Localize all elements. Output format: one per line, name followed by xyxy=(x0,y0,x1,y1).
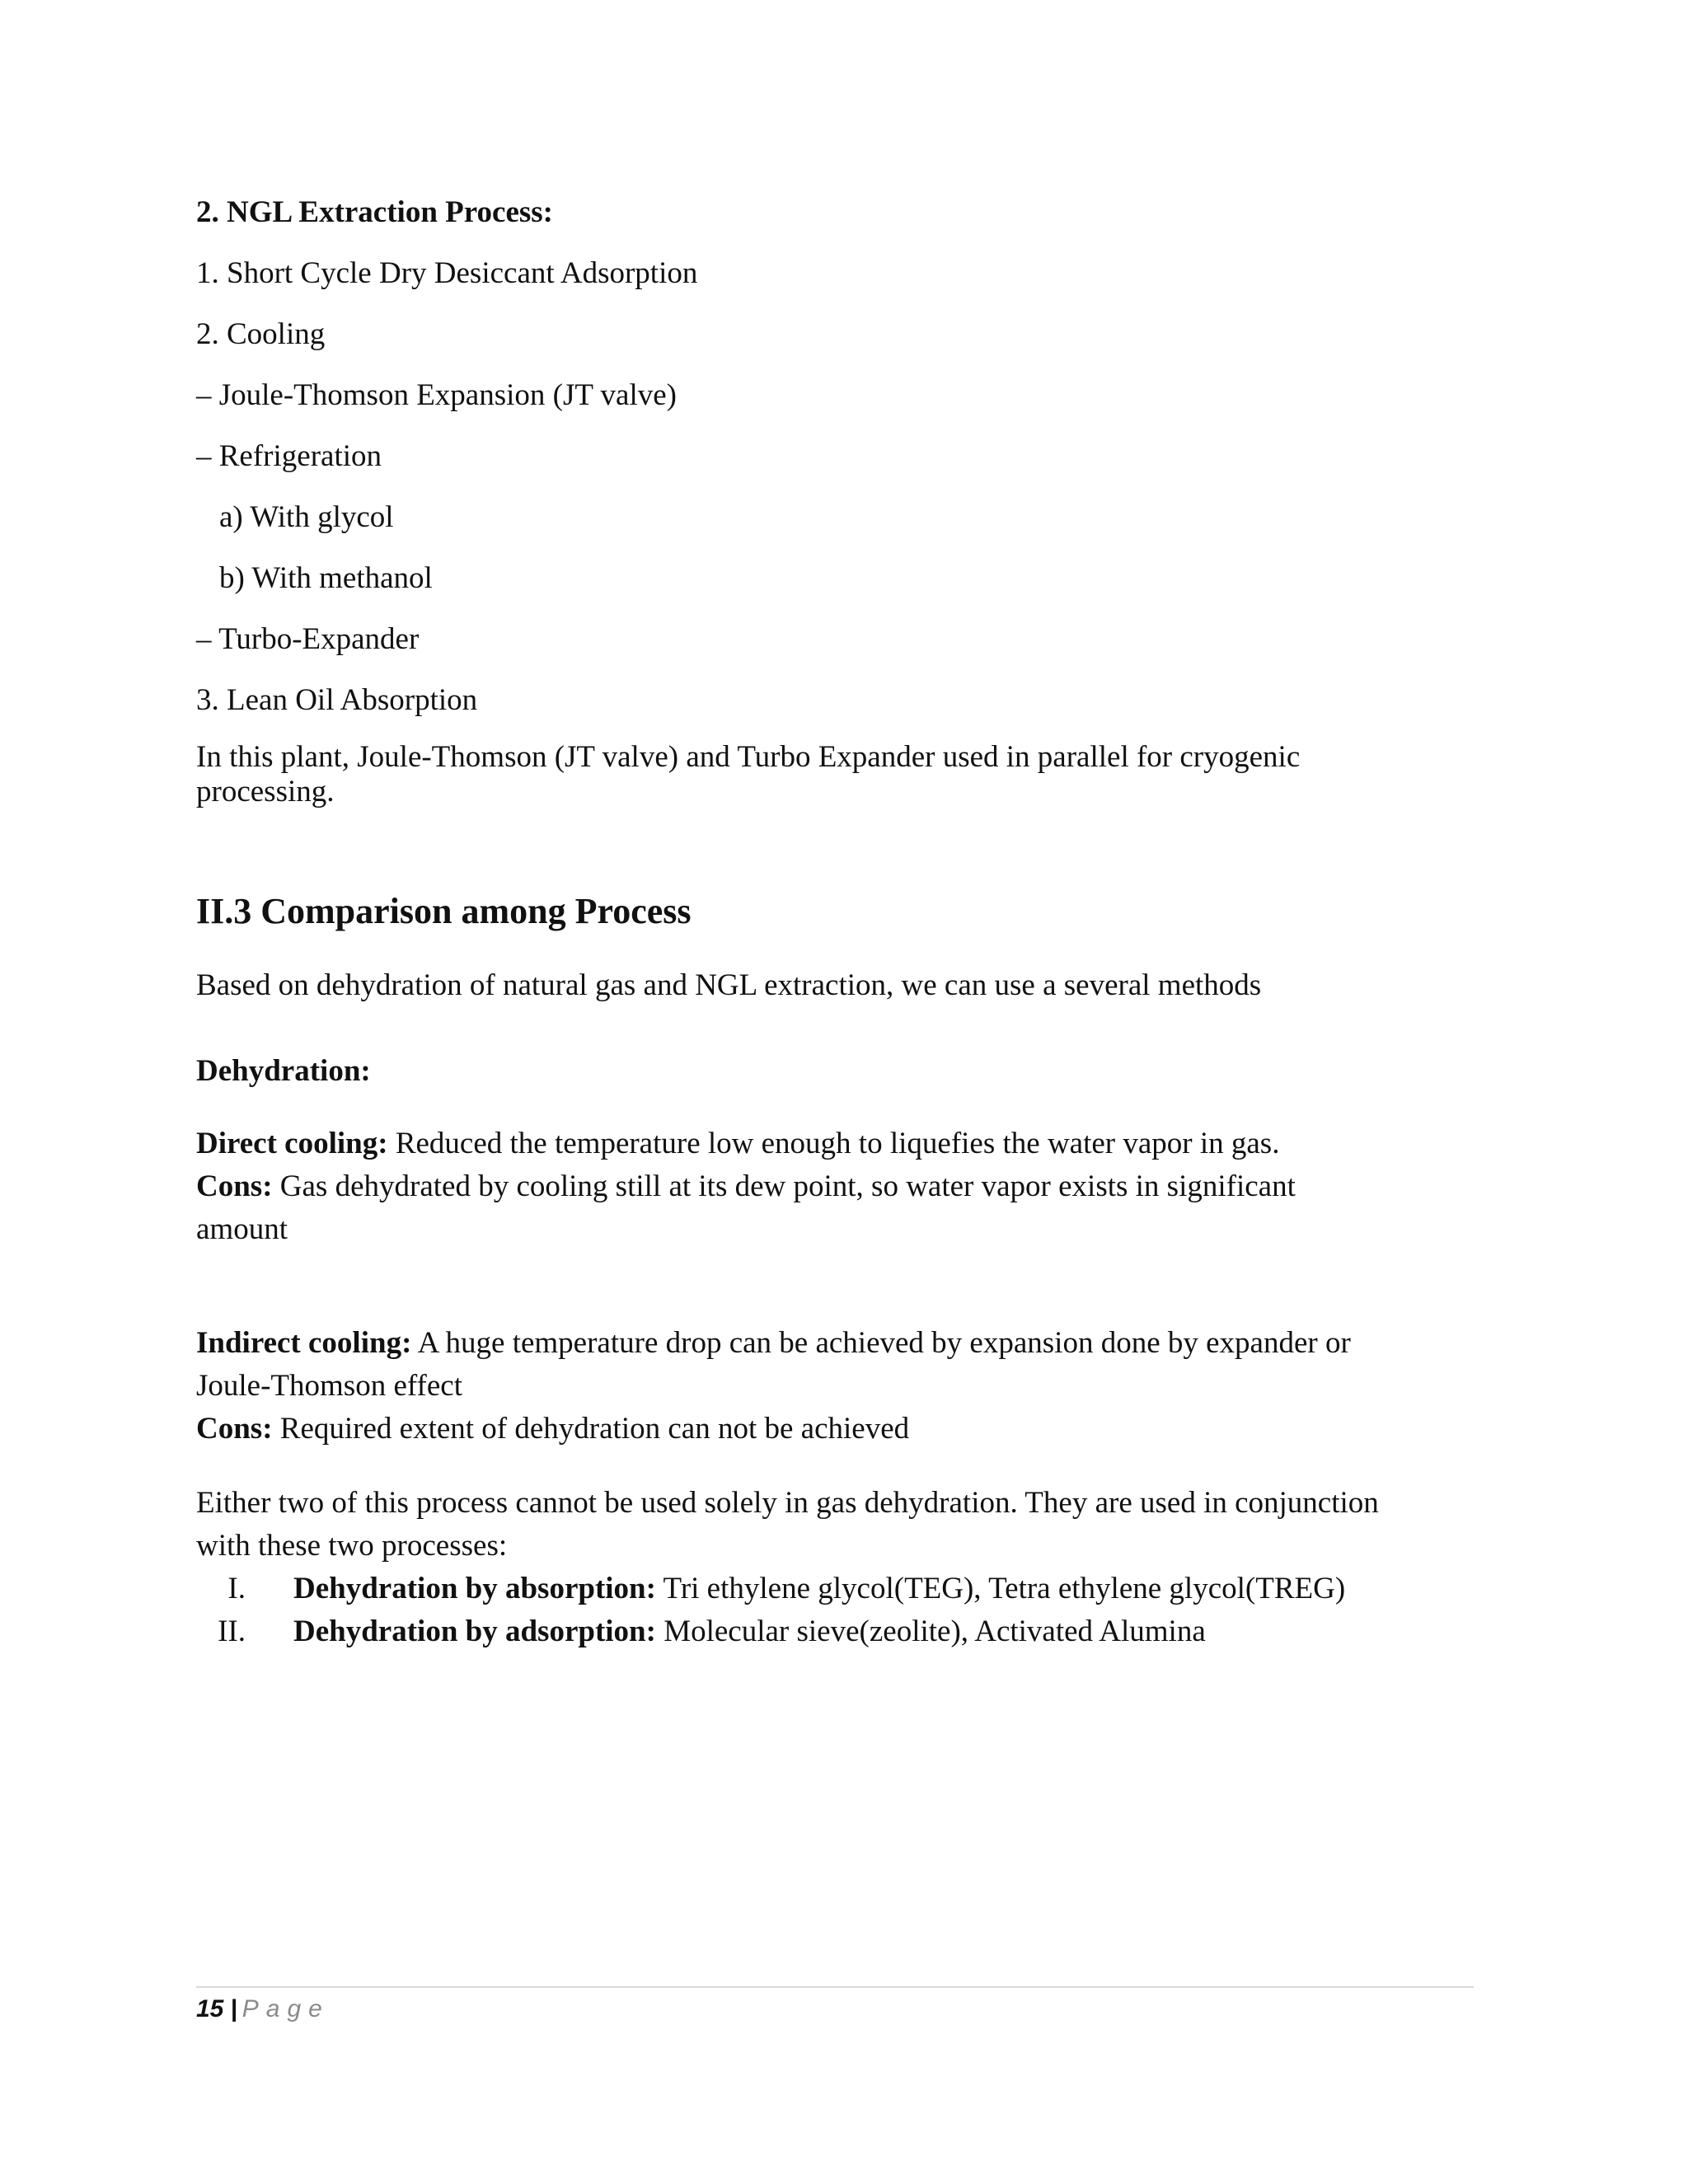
section-title: II.3 Comparison among Process xyxy=(196,891,692,931)
indirect-cooling-line xyxy=(196,1322,1351,1365)
list-item: 1. Short Cycle Dry Desiccant Adsorption xyxy=(196,256,698,290)
conclusion-line: with these two processes: xyxy=(196,1529,508,1563)
list-item: a) With glycol xyxy=(219,500,394,534)
list-marker: I. xyxy=(227,1572,246,1605)
list-item: – Refrigeration xyxy=(196,439,382,473)
list-item-label: Dehydration by absorption: xyxy=(293,1572,656,1605)
list-item: 3. Lean Oil Absorption xyxy=(196,683,478,717)
indirect-cooling-label: Indirect cooling: xyxy=(196,1326,412,1360)
list-item: – Turbo-Expander xyxy=(196,622,420,656)
paragraph-line: processing. xyxy=(196,775,335,808)
indirect-cooling-continued: Joule-Thomson effect xyxy=(196,1369,462,1403)
list-item-text: Tri ethylene glycol(TEG), Tetra ethylene glycol(TREG) xyxy=(655,1572,1346,1605)
direct-cons-continued: amount xyxy=(196,1212,288,1246)
section-heading: 2. NGL Extraction Process: xyxy=(196,195,553,229)
list-item-text: Molecular sieve(zeolite), Activated Alumina xyxy=(655,1615,1206,1648)
page-footer xyxy=(196,1993,330,2026)
cons-label: Cons: xyxy=(196,1169,273,1203)
footer-separator: | xyxy=(230,1995,237,2022)
indirect-cons-line xyxy=(196,1408,909,1451)
page-number: 15 xyxy=(196,1995,224,2022)
list-item-label: Dehydration by adsorption: xyxy=(293,1615,656,1648)
list-item: 2. Cooling xyxy=(196,317,326,351)
list-item: b) With methanol xyxy=(219,561,433,595)
cons-label: Cons: xyxy=(196,1412,273,1446)
direct-cooling-line xyxy=(196,1122,1279,1165)
numbered-list-item xyxy=(293,1568,1345,1610)
subsection-heading: Dehydration: xyxy=(196,1054,371,1088)
page-label: Page xyxy=(241,1995,330,2022)
list-marker: II. xyxy=(218,1615,246,1648)
list-item: – Joule-Thomson Expansion (JT valve) xyxy=(196,378,678,412)
direct-cons-line xyxy=(196,1165,1296,1208)
intro-text: Based on dehydration of natural gas and NGL extraction, we can use a several methods xyxy=(196,968,1262,1002)
paragraph-line: In this plant, Joule-Thomson (JT valve) and Turbo Expander used in parallel for cryogenic xyxy=(196,740,1301,774)
direct-cooling-text: Reduced the temperature low enough to liquefies the water vapor in gas. xyxy=(387,1127,1280,1160)
indirect-cooling-text: A huge temperature drop can be achieved by expansion done by expander or xyxy=(411,1326,1351,1360)
conclusion-line: Either two of this process cannot be used solely in gas dehydration. They are used in conjunction xyxy=(196,1486,1379,1520)
direct-cooling-label: Direct cooling: xyxy=(196,1127,388,1160)
numbered-list-item xyxy=(293,1610,1206,1653)
cons-text: Gas dehydrated by cooling still at its dew point, so water vapor exists in significant xyxy=(272,1169,1296,1203)
cons-text: Required extent of dehydration can not be achieved xyxy=(272,1412,910,1446)
footer-divider xyxy=(196,1986,1474,1988)
